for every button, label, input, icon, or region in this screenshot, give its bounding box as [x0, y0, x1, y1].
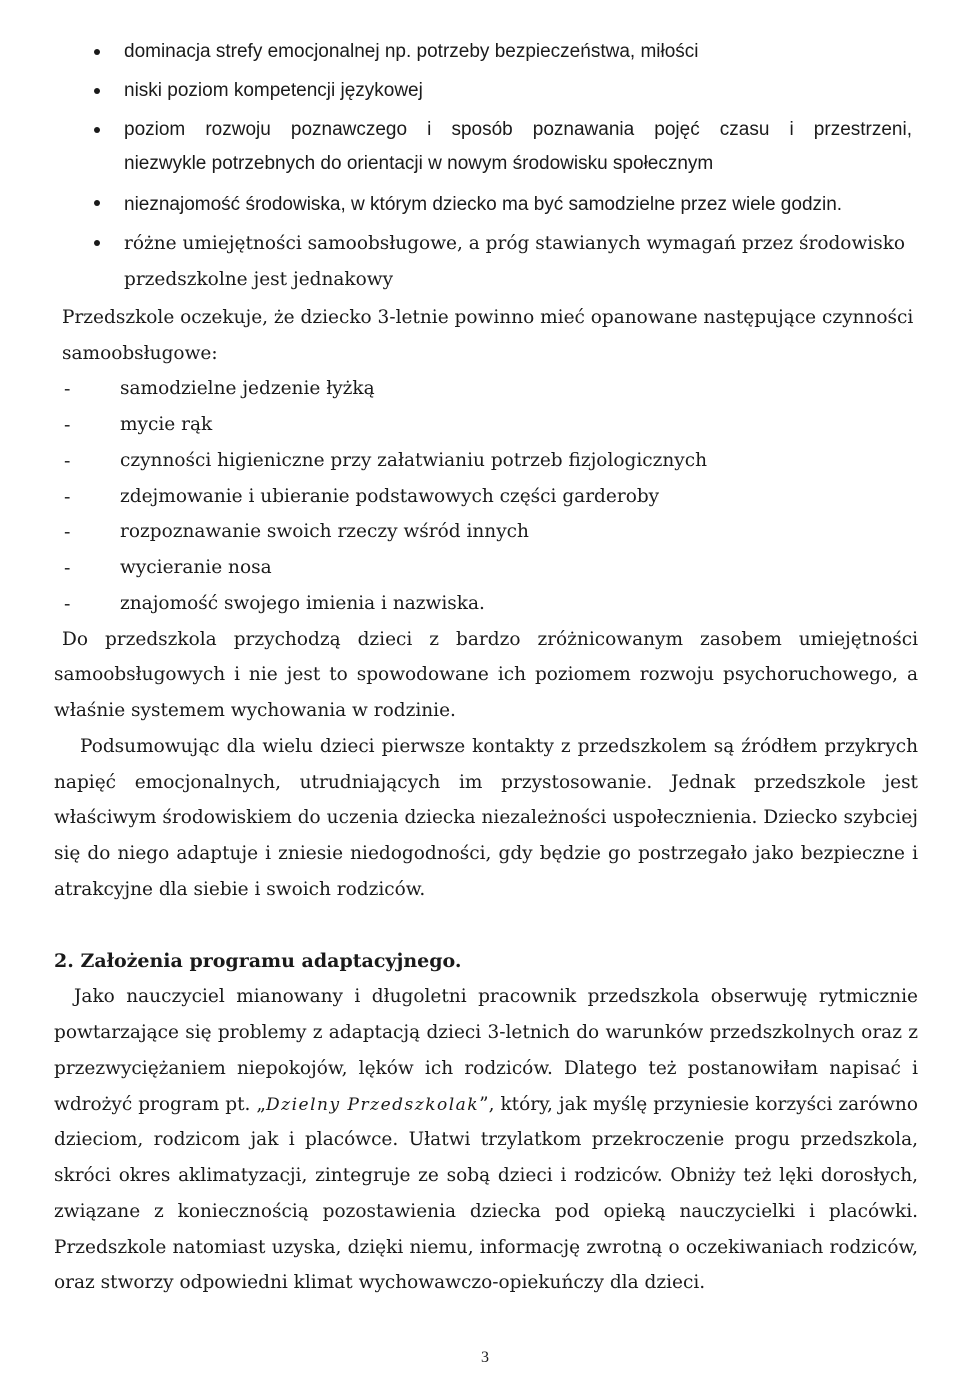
bullet-item: dominacja strefy emocjonalnej np. potrzeby bezpieczeństwa, miłości	[124, 41, 699, 62]
dash-item: wycieranie nosa	[120, 557, 272, 578]
intro-text: Przedszkole oczekuje, że dziecko 3-letnie powinno mieć opanowane następujące czynności	[62, 307, 914, 328]
paragraph-line: samoobsługowych i nie jest to spowodowane ich poziomem rozwoju psychoruchowego, a	[54, 664, 918, 685]
paragraph-line: oraz stworzy odpowiedni klimat wychowawczo-opiekuńczy dla dzieci.	[54, 1272, 706, 1293]
paragraph-line: Przedszkole natomiast uzyska, dzięki niemu, informację zwrotną o oczekiwaniach rodziców,	[54, 1237, 918, 1258]
dash-item: rozpoznawanie swoich rzeczy wśród innych	[120, 521, 529, 542]
dash-item: zdejmowanie i ubieranie podstawowych części garderoby	[120, 486, 660, 507]
dash-marker: -	[64, 450, 71, 472]
bullet-dot	[94, 88, 100, 94]
program-title: Dzielny Przedszkolak	[265, 1095, 480, 1115]
paragraph-line: właściwym środowiskiem do uczenia dziecka niezależności uspołecznienia. Dziecko szybciej	[54, 807, 918, 828]
paragraph-line: właśnie systemem wychowania w rodzinie.	[54, 700, 456, 721]
paragraph-line: Jako nauczyciel mianowany i długoletni pracownik przedszkola obserwuję rytmicznie	[74, 986, 918, 1007]
paragraph-line: dzieciom, rodzicom jak i placówce. Ułatwi trzylatkom przekroczenie progu przedszkola,	[54, 1129, 918, 1150]
bullet-dot	[94, 200, 100, 206]
bullet-dot	[94, 240, 100, 246]
dash-marker: -	[64, 593, 71, 615]
dash-marker: -	[64, 486, 71, 508]
paragraph-line: związane z koniecznością pozostawienia dziecka pod opieką nauczycielki i placówki.	[54, 1201, 918, 1222]
dash-marker: -	[64, 557, 71, 579]
dash-marker: -	[64, 378, 71, 400]
paragraph-line: skróci okres aklimatyzacji, zintegruje ze sobą dzieci i rodziców. Obniży też lęki dorosłych,	[54, 1165, 918, 1186]
dash-item: czynności higieniczne przy załatwianiu potrzeb fizjologicznych	[120, 450, 708, 471]
bullet-dot	[94, 49, 100, 55]
bullet-dot	[94, 127, 100, 133]
paragraph-line: się do niego adaptuje i zniesie niedogodności, gdy będzie go postrzegało jako bezpieczne i	[54, 843, 918, 864]
dash-marker: -	[64, 521, 71, 543]
bullet-item: nieznajomość środowiska, w którym dziecko ma być samodzielne przez wiele godzin.	[124, 194, 843, 215]
section-heading: 2. Założenia programu adaptacyjnego.	[54, 950, 462, 972]
paragraph-line: powtarzające się problemy z adaptacją dzieci 3-letnich do warunków przedszkolnych oraz z	[54, 1022, 918, 1043]
intro-text: samoobsługowe:	[62, 343, 218, 364]
text-segment: ”, który, jak myślę przyniesie korzyści zarówno	[479, 1094, 918, 1115]
page-number: 3	[481, 1349, 489, 1366]
bullet-item-continued: niezwykle potrzebnych do orientacji w nowym środowisku społecznym	[124, 153, 714, 174]
dash-item: samodzielne jedzenie łyżką	[120, 378, 375, 399]
dash-marker: -	[64, 414, 71, 436]
paragraph-line: przezwyciężaniem niepokojów, lęków ich rodziców. Dlatego też postanowiłam napisać i	[54, 1058, 918, 1079]
bullet-item-continued: przedszkolne jest jednakowy	[124, 269, 394, 290]
bullet-item: różne umiejętności samoobsługowe, a próg stawianych wymagań przez środowisko	[124, 233, 906, 254]
text-segment: wdrożyć program pt. „	[54, 1094, 266, 1115]
paragraph-line: napięć emocjonalnych, utrudniających im przystosowanie. Jednak przedszkole jest	[54, 772, 918, 793]
paragraph-line: Podsumowując dla wielu dzieci pierwsze kontakty z przedszkolem są źródłem przykrych	[80, 736, 918, 757]
paragraph-line: atrakcyjne dla siebie i swoich rodziców.	[54, 879, 426, 900]
dash-item: znajomość swojego imienia i nazwiska.	[120, 593, 485, 614]
dash-item: mycie rąk	[120, 414, 213, 435]
bullet-item: niski poziom kompetencji językowej	[124, 80, 423, 101]
paragraph-line: Do przedszkola przychodzą dzieci z bardzo zróżnicowanym zasobem umiejętności	[62, 629, 918, 650]
paragraph-line	[54, 1087, 918, 1123]
bullet-item: poziom rozwoju poznawczego i sposób poznawania pojęć czasu i przestrzeni,	[124, 119, 912, 140]
